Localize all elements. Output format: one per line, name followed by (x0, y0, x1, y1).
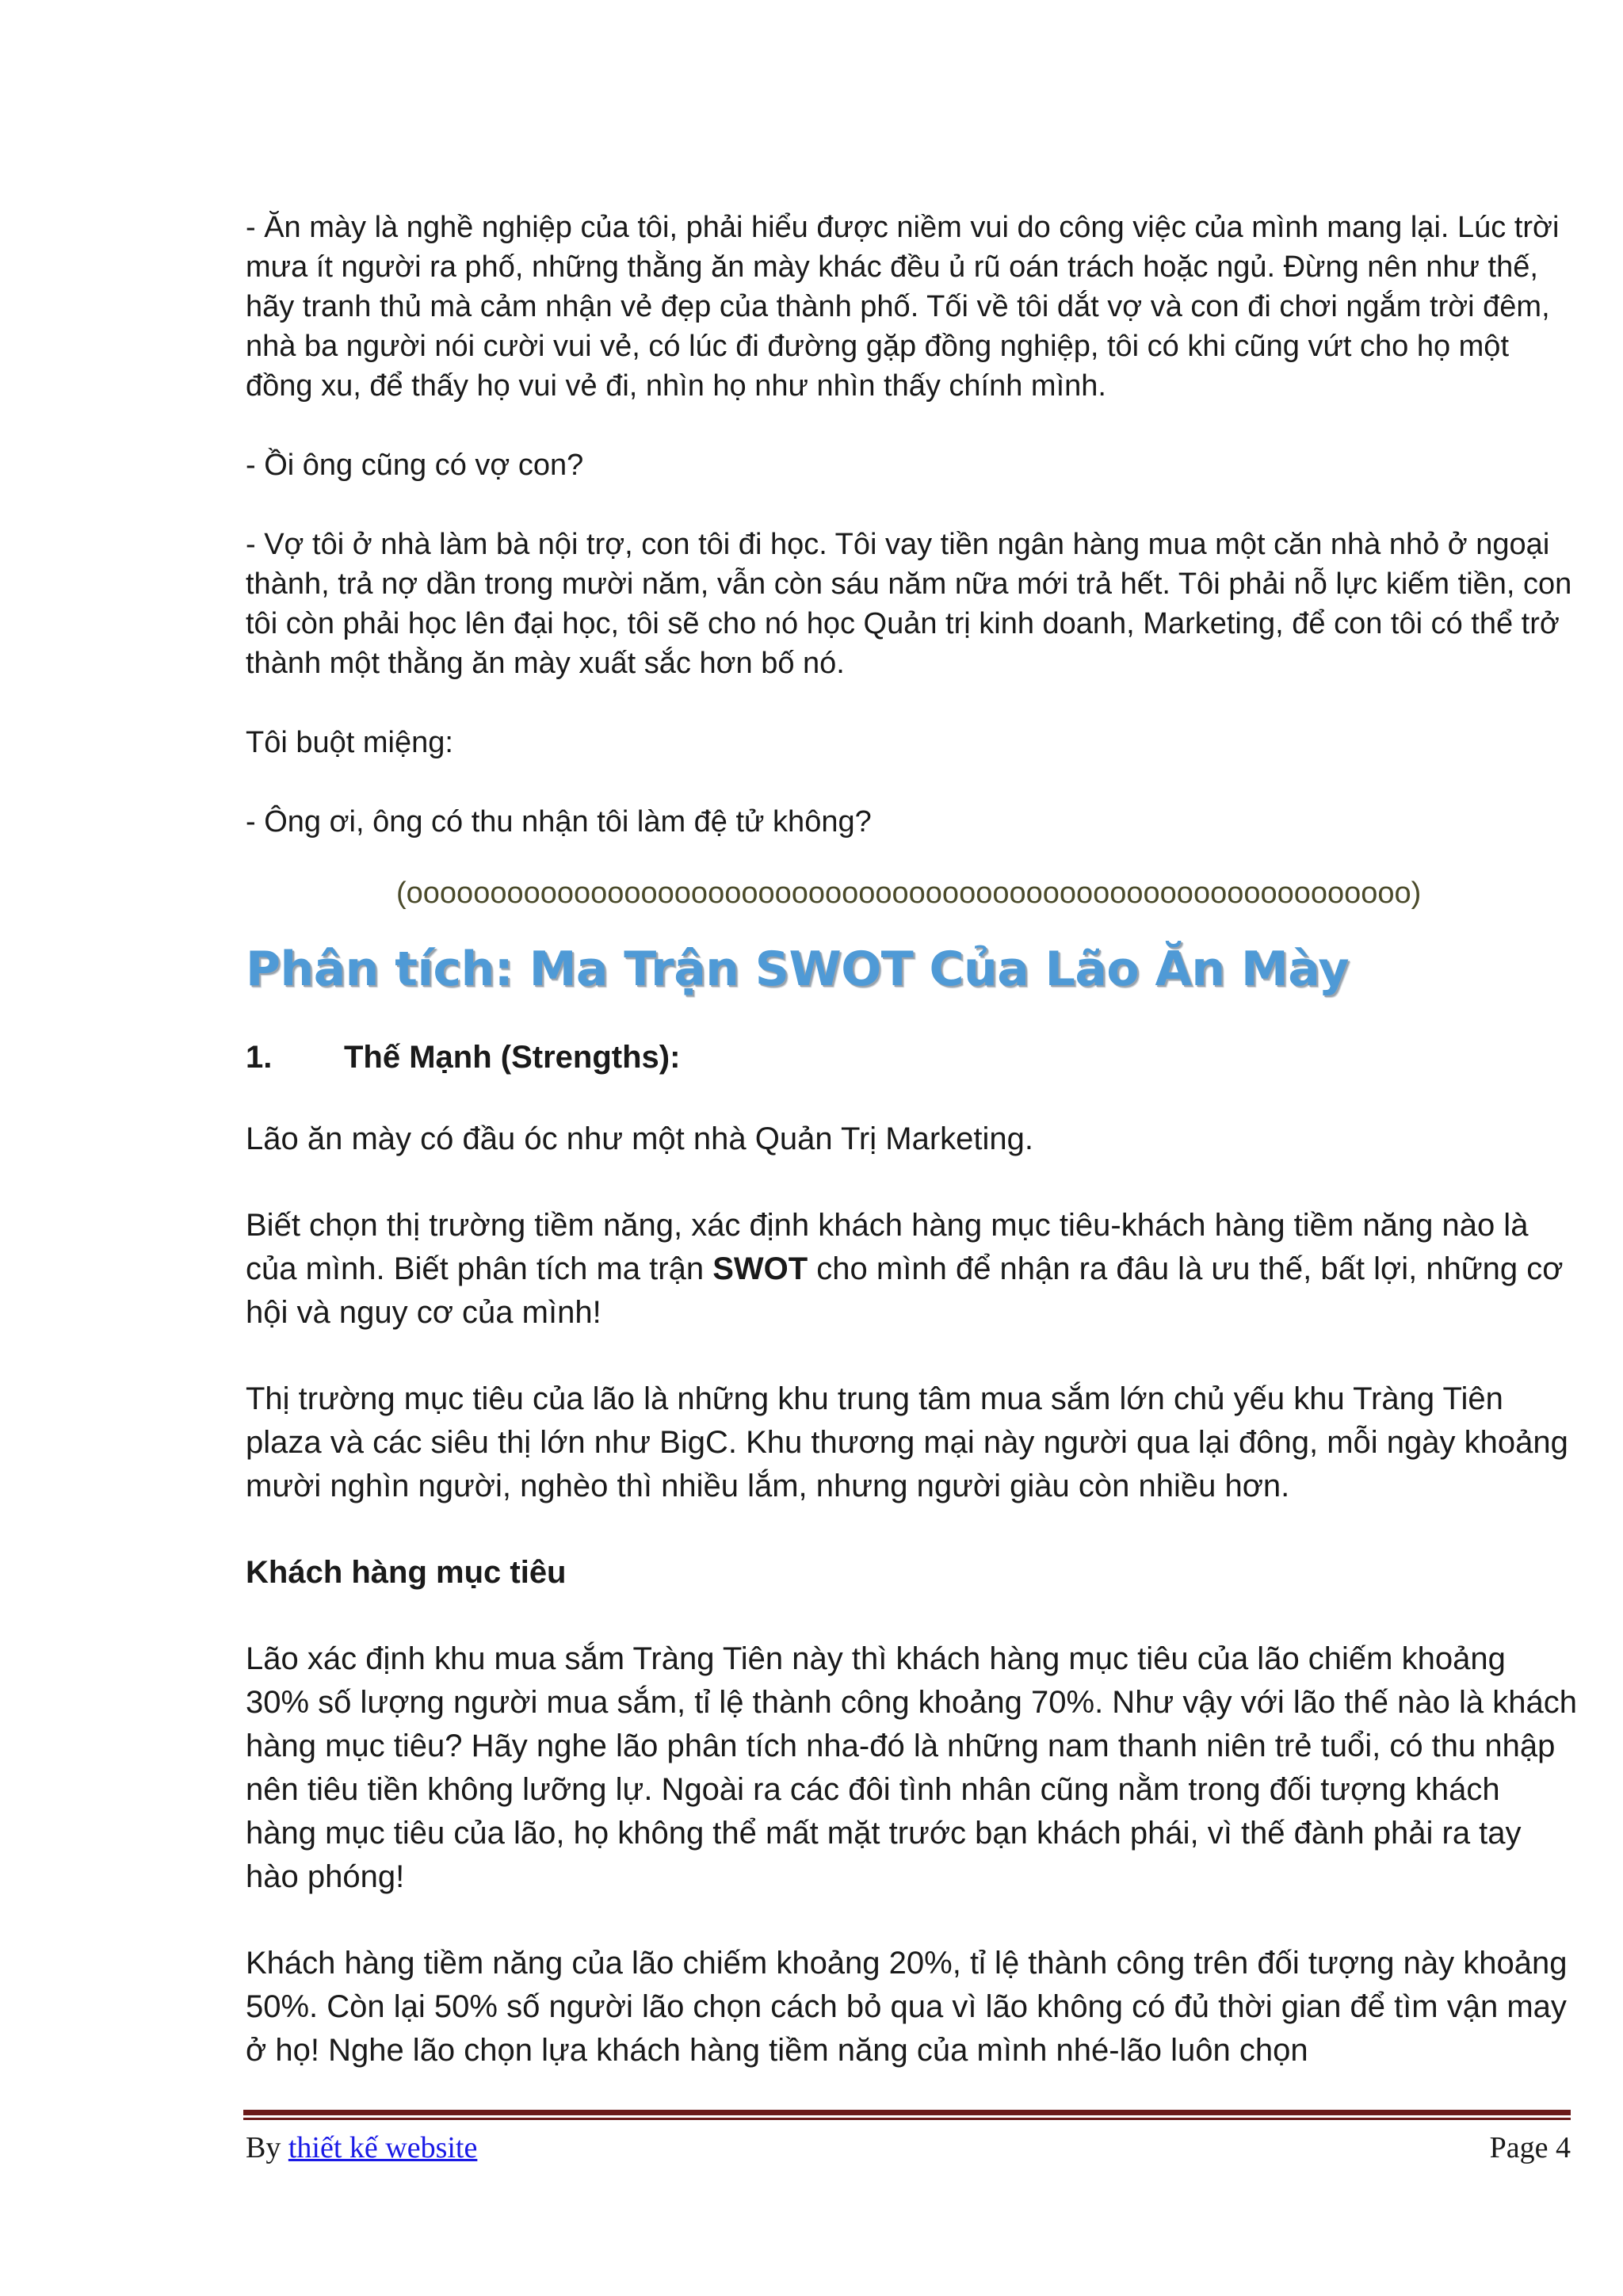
section-number: 1. (246, 1040, 273, 1075)
body-paragraph (246, 1204, 1577, 1335)
body-paragraph: Thị trường mục tiêu của lão là những khu trung tâm mua sắm lớn chủ yếu khu Tràng Tiên plaza và các siêu thị lớn như BigC. Khu thương mại này người qua lại đông, mỗi ngày khoảng mười nghìn người, nghèo thì nhiều lắm, nhưng người giàu còn nhiều hơn. (246, 1381, 1568, 1503)
body-paragraph: Lão xác định khu mua sắm Tràng Tiên này thì khách hàng mục tiêu của lão chiếm khoảng 30% số lượng người mua sắm, tỉ lệ thành công khoảng 70%. Như vậy với lão thế nào là khách hàng mục tiêu? Hãy nghe lão phân tích nha-đó là những nam thanh niên trẻ tuổi, có thu nhập nên tiêu tiền không lưỡng lự. Ngoài ra các đôi tình nhân cũng nằm trong đối tượng khách hàng mục tiêu của lão, họ không thể mất mặt trước bạn khách phái, vì thế đành phải ra tay hào phóng! (246, 1641, 1577, 1894)
body-paragraph: Khách hàng tiềm năng của lão chiếm khoảng 20%, tỉ lệ thành công trên đối tượng này khoảng 50%. Còn lại 50% số người lão chọn cách bỏ qua vì lão không có đủ thời gian để tìm vận may ở họ! Nghe lão chọn lựa khách hàng tiềm năng của mình nhé-lão luôn chọn (246, 1946, 1568, 2068)
body-paragraph: Lão ăn mày có đầu óc như một nhà Quản Trị Marketing. (246, 1121, 1033, 1156)
footer-link[interactable]: thiết kế website (288, 2131, 478, 2164)
page-heading: Phân tích: Ma Trận SWOT Của Lão Ăn Mày (246, 942, 1349, 997)
footer-by: By (246, 2131, 288, 2164)
bold-text: SWOT (712, 1251, 808, 1286)
subheading: Khách hàng mục tiêu (246, 1555, 567, 1590)
section-separator: (oooooooooooooooooooooooooooooooooooooooooooooooooooooooooooo) (396, 877, 1422, 910)
footer-divider (243, 2110, 1571, 2120)
footer-rule-thick (243, 2110, 1571, 2115)
paragraph: - Ồi ông cũng có vợ con? (246, 449, 584, 482)
text-run: Biết chọn thị trường tiềm năng, xác định khách hàng mục tiêu-khách hàng tiềm năng nào là của mình. Biết phân tích ma trận (246, 1208, 1529, 1286)
section-title-text: Thế Mạnh (Strengths): (344, 1040, 681, 1075)
text-run: cho mình để nhận ra đâu là ưu thế, bất lợi, những cơ hội và nguy cơ của mình! (246, 1251, 1564, 1330)
section-title (246, 1037, 1577, 1078)
paragraph: - Ăn mày là nghề nghiệp của tôi, phải hiểu được niềm vui do công việc của mình mang lại. Lúc trời mưa ít người ra phố, những thằng ăn mày khác đều ủ rũ oán trách hoặc ngủ. Đừng nên như thế, hãy tranh thủ mà cảm nhận vẻ đẹp của thành phố. Tối về tôi dắt vợ và con đi chơi ngắm trời đêm, nhà ba người nói cười vui vẻ, có lúc đi đường gặp đồng nghiệp, tôi có khi cũng vứt cho họ một đồng xu, để thấy họ vui vẻ đi, nhìn họ như nhìn thấy chính mình. (246, 211, 1560, 403)
page-number: Page 4 (1489, 2131, 1571, 2164)
paragraph: - Vợ tôi ở nhà làm bà nội trợ, con tôi đi học. Tôi vay tiền ngân hàng mua một căn nhà nhỏ ở ngoại thành, trả nợ dần trong mười năm, vẫn còn sáu năm nữa mới trả hết. Tôi phải nỗ lực kiếm tiền, con tôi còn phải học lên đại học, tôi sẽ cho nó học Quản trị kinh doanh, Marketing, để con tôi có thể trở thành một thằng ăn mày xuất sắc hơn bố nó. (246, 528, 1572, 680)
paragraph: Tôi buột miệng: (246, 726, 453, 759)
paragraph: - Ông ơi, ông có thu nhận tôi làm đệ tử không? (246, 805, 872, 839)
page-content (246, 208, 1577, 2115)
footer-credit (246, 2129, 477, 2167)
footer-rule-thin (243, 2118, 1571, 2120)
